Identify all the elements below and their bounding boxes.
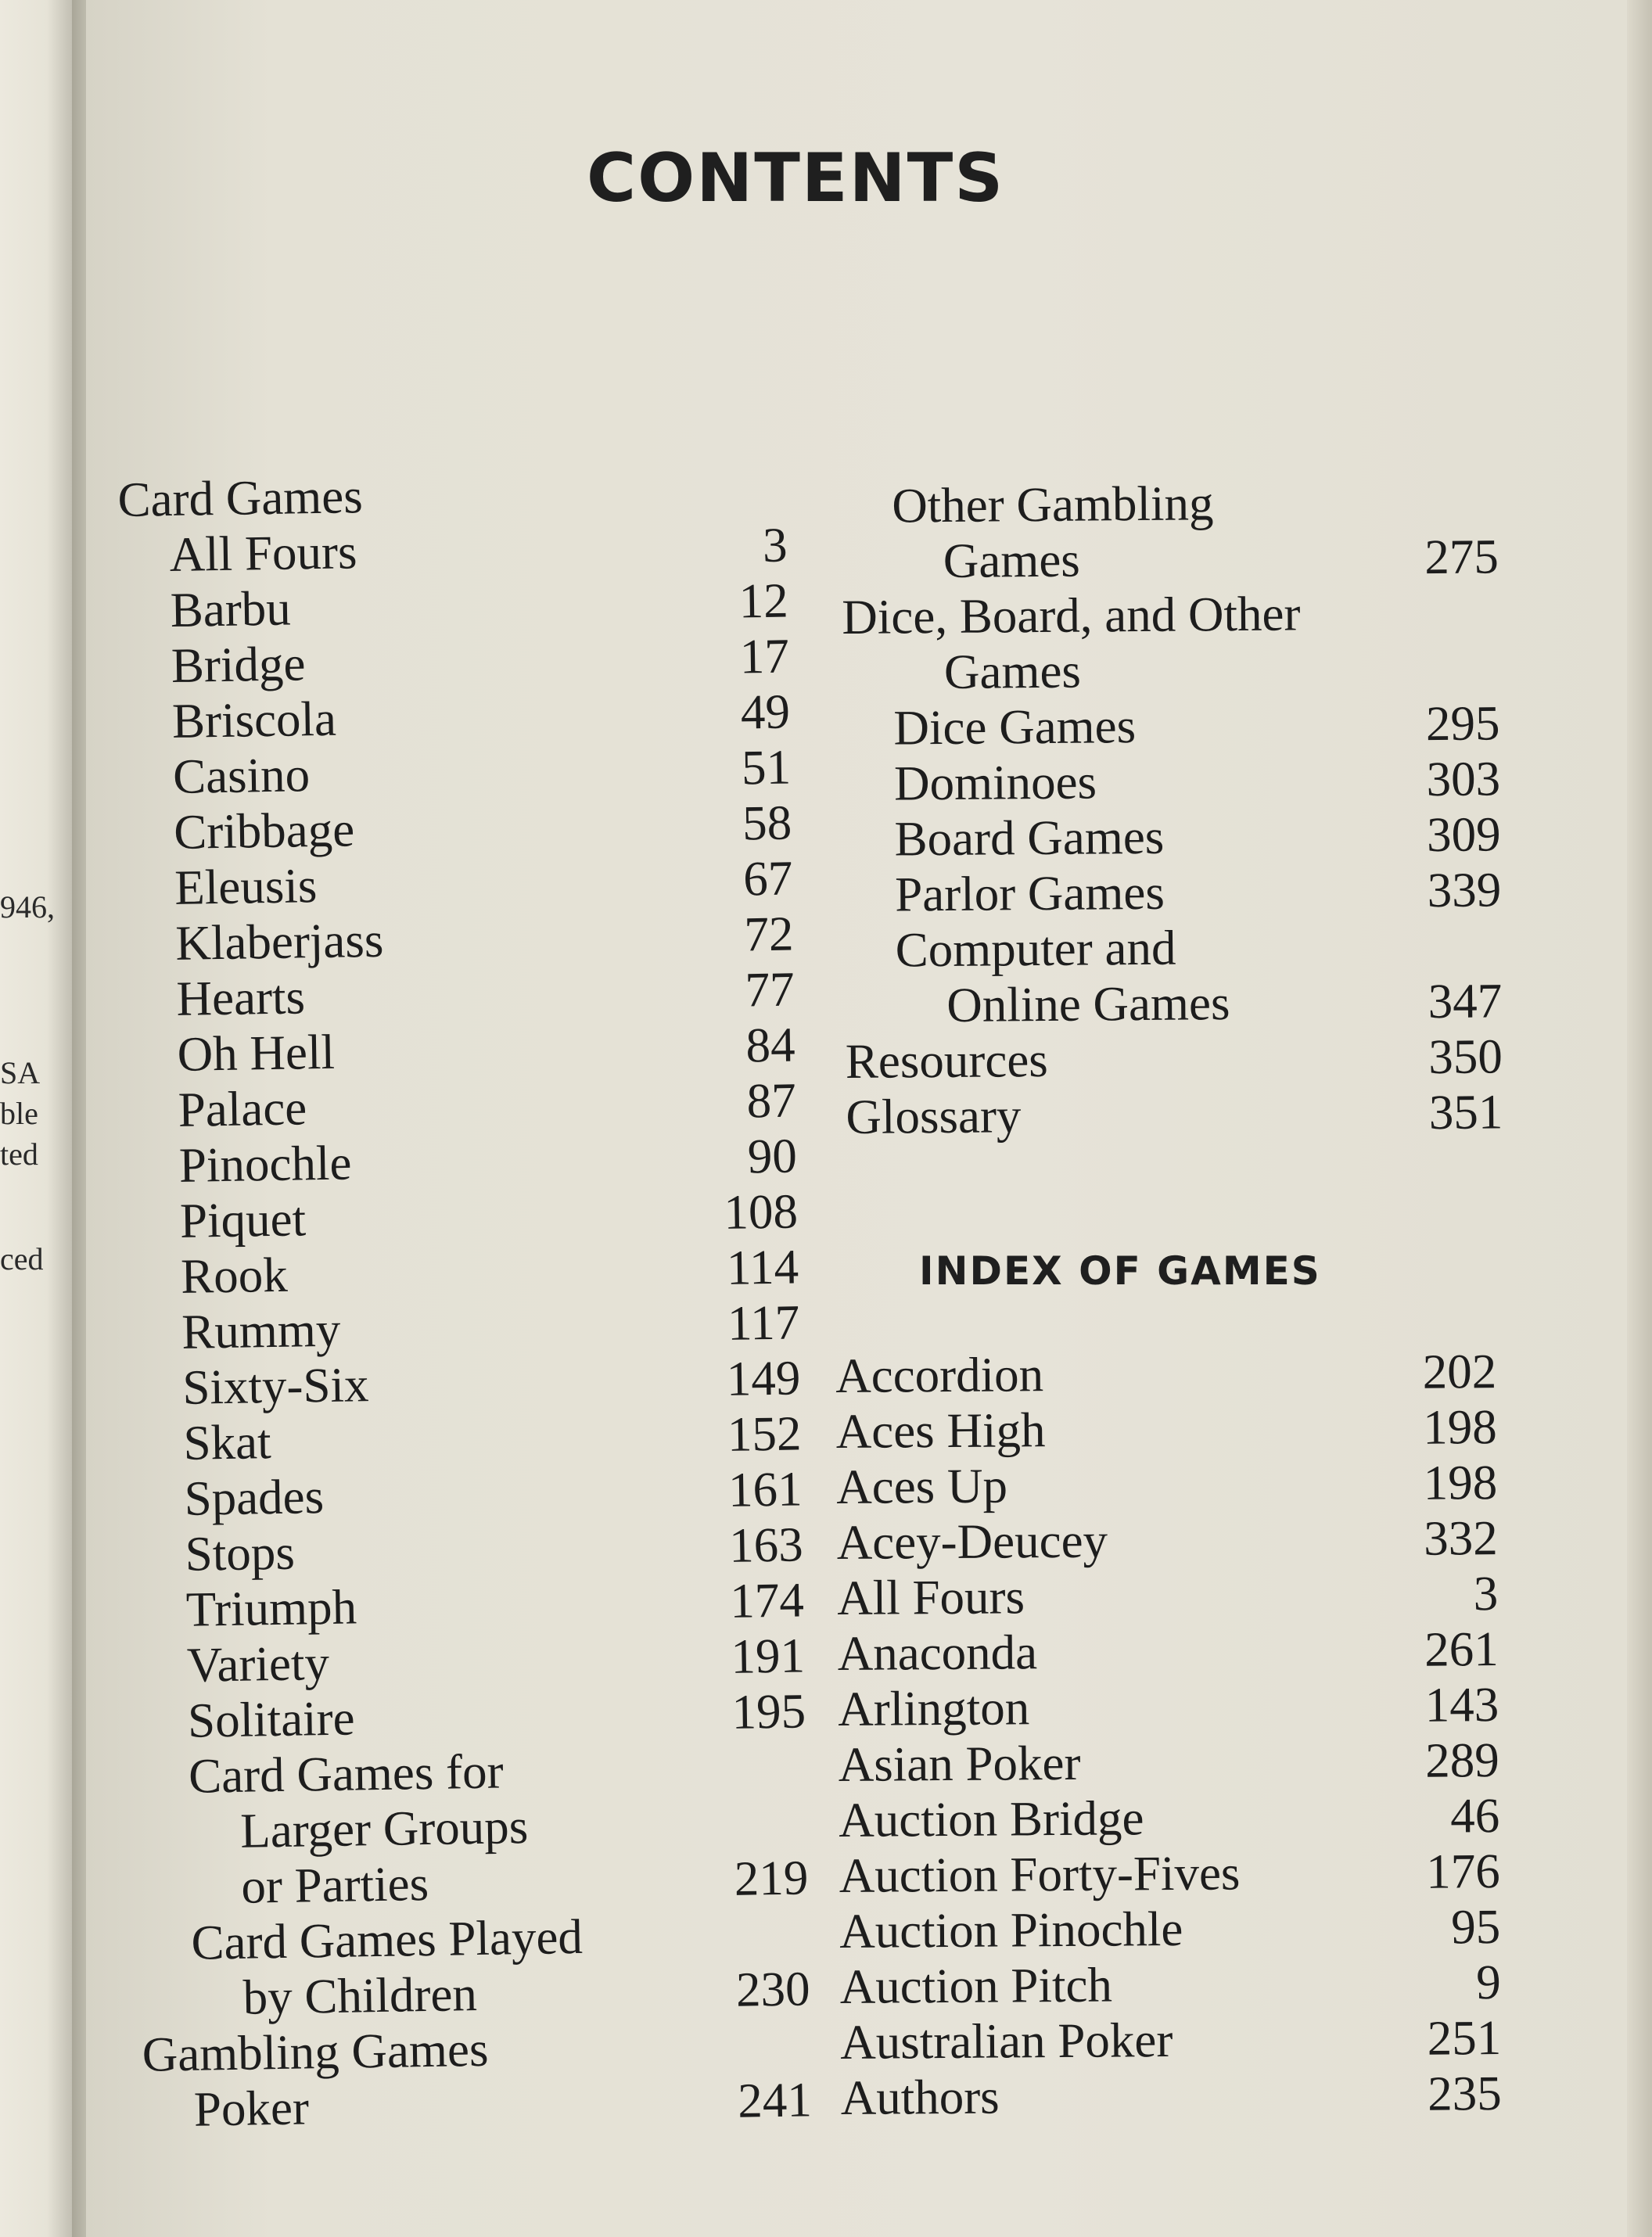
entry-title: Auction Forty-Fives (839, 1845, 1241, 1903)
facing-page-fragment: 946, (0, 889, 55, 925)
page-number: 161 (727, 1461, 803, 1517)
entry-title: Gambling Games (142, 2021, 489, 2082)
page-number: 195 (731, 1683, 806, 1740)
index-entry (839, 1899, 1500, 1959)
entry-title: Card Games for (188, 1743, 505, 1804)
entry-title: Arlington (837, 1680, 1030, 1736)
entry-title: Australian Poker (839, 2013, 1173, 2070)
page-number: 350 (1428, 1029, 1503, 1085)
facing-page-fragment: ced (0, 1241, 44, 1276)
toc-entry (125, 961, 795, 1027)
page-number: 143 (1424, 1677, 1499, 1733)
entry-title: Briscola (171, 691, 337, 749)
toc-entry (842, 529, 1499, 590)
page-number: 114 (726, 1239, 799, 1295)
toc-entry (124, 851, 793, 917)
page-title: CONTENTS (587, 139, 1005, 217)
page-number: 191 (730, 1628, 806, 1684)
page-number: 9 (1475, 1955, 1501, 2010)
entry-title: Acey-Deucey (836, 1513, 1108, 1570)
page-number: 198 (1422, 1399, 1497, 1455)
index-entry (839, 1955, 1500, 2015)
entry-title: Anaconda (837, 1625, 1038, 1681)
page-number: 149 (726, 1350, 801, 1406)
page-number: 51 (741, 739, 792, 795)
toc-entry (142, 2016, 811, 2082)
toc-entry (142, 2072, 812, 2138)
toc-entry (118, 518, 788, 583)
entry-title: by Children (242, 1966, 478, 2025)
page-number: 3 (762, 517, 788, 573)
entry-title: Rook (180, 1247, 289, 1304)
index-entry (836, 1455, 1497, 1515)
page-number: 202 (1422, 1344, 1497, 1399)
toc-entry (140, 1905, 810, 1971)
entry-title: Spades (184, 1469, 325, 1526)
page-number: 108 (723, 1183, 799, 1240)
facing-page-fragment: ted (0, 1136, 38, 1172)
page-number: 95 (1450, 1899, 1501, 1955)
entry-title: All Fours (169, 524, 357, 582)
index-entry (840, 2066, 1501, 2126)
entry-title: Sixty-Six (181, 1357, 369, 1415)
page-number: 176 (1425, 1844, 1500, 1899)
index-entry (838, 1677, 1499, 1737)
page-number: 261 (1424, 1621, 1499, 1677)
page-number: 117 (727, 1294, 800, 1351)
entry-title: Casino (172, 747, 311, 804)
toc-entry (844, 862, 1502, 923)
toc-entry (137, 1683, 806, 1749)
page-edge (1627, 0, 1652, 2237)
entry-title: Card Games (117, 469, 364, 527)
page-number: 67 (742, 850, 793, 907)
page-number: 351 (1428, 1084, 1503, 1140)
page-number: 174 (729, 1572, 805, 1628)
entry-title: Eleusis (174, 858, 318, 915)
toc-entry (131, 1350, 801, 1416)
page-number: 77 (744, 961, 795, 1018)
toc-entry (846, 1084, 1503, 1145)
facing-page-fragment: SA (0, 1055, 41, 1090)
toc-entry (120, 629, 789, 695)
contents-right-column (841, 473, 1503, 1145)
entry-title: Other Gambling (891, 476, 1214, 533)
entry-title: Games (943, 532, 1081, 588)
page-number: 3 (1473, 1566, 1499, 1621)
entry-title: Games (943, 643, 1082, 699)
entry-title: Accordion (835, 1347, 1044, 1403)
entry-title: Variety (186, 1635, 330, 1693)
toc-entry (117, 462, 787, 528)
toc-entry (130, 1239, 799, 1305)
toc-entry (127, 1072, 796, 1138)
entry-title: Oh Hell (177, 1024, 336, 1082)
entry-title: Triumph (185, 1579, 357, 1637)
entry-title: Poker (193, 2080, 310, 2137)
entry-title: Skat (182, 1414, 272, 1470)
index-entry (839, 1844, 1499, 1904)
entry-title: Stops (185, 1524, 296, 1582)
toc-entry (844, 917, 1502, 978)
toc-entry (135, 1572, 804, 1638)
page-number: 163 (728, 1517, 804, 1573)
toc-entry (119, 573, 788, 639)
facing-page-fragment: ble (0, 1096, 38, 1131)
toc-entry (134, 1517, 803, 1582)
entry-title: or Parties (240, 1855, 429, 1914)
entry-title: Larger Groups (239, 1798, 529, 1858)
toc-entry (127, 1128, 797, 1194)
entry-title: Aces High (835, 1402, 1046, 1459)
page-number: 49 (740, 684, 791, 740)
entry-title: Glossary (846, 1088, 1022, 1144)
entry-title: Resources (845, 1032, 1049, 1089)
page-number: 332 (1423, 1510, 1498, 1566)
index-entry (839, 1788, 1499, 1848)
toc-entry (135, 1628, 805, 1693)
contents-left-column (117, 462, 812, 2138)
page-number: 309 (1426, 806, 1501, 863)
page-number: 289 (1424, 1733, 1499, 1788)
page-number: 198 (1423, 1455, 1498, 1510)
entry-title: Dominoes (893, 754, 1097, 811)
entry-title: Klaberjass (174, 912, 384, 971)
index-entry (840, 2010, 1501, 2070)
entry-title: Card Games Played (190, 1908, 584, 1970)
entry-title: Auction Bridge (838, 1790, 1144, 1847)
entry-title: Pinochle (178, 1135, 352, 1193)
entry-title: Authors (840, 2069, 1000, 2125)
toc-entry (846, 1029, 1503, 1090)
toc-entry (842, 695, 1500, 756)
page-number: 90 (747, 1128, 798, 1184)
toc-entry (842, 584, 1499, 645)
entry-title: Dice, Board, and Other (842, 586, 1301, 645)
toc-entry (131, 1294, 800, 1360)
entry-title: Computer and (895, 920, 1176, 978)
index-list (835, 1344, 1502, 2126)
entry-title: Bridge (171, 636, 306, 693)
entry-title: Hearts (176, 969, 306, 1026)
toc-entry (126, 1017, 795, 1083)
page-number: 230 (735, 1961, 811, 2017)
toc-entry (843, 806, 1501, 867)
toc-entry (120, 684, 790, 750)
index-entry (835, 1344, 1496, 1404)
entry-title: Parlor Games (894, 864, 1165, 922)
toc-entry (845, 973, 1503, 1034)
toc-entry (123, 795, 792, 861)
toc-entry (139, 1850, 809, 1916)
page-number: 219 (734, 1850, 809, 1906)
toc-entry (133, 1461, 803, 1527)
index-entry (837, 1621, 1498, 1682)
entry-title: Asian Poker (838, 1735, 1081, 1792)
page-number: 152 (727, 1406, 802, 1462)
entry-title: Solitaire (187, 1690, 356, 1748)
page-number: 58 (742, 795, 792, 851)
page-number: 235 (1427, 2066, 1502, 2121)
entry-title: Auction Pitch (839, 1957, 1113, 2014)
index-entry (836, 1510, 1497, 1571)
entry-title: Board Games (894, 809, 1165, 867)
entry-title: Palace (178, 1080, 307, 1137)
entry-title: Auction Pinochle (839, 1901, 1183, 1959)
index-heading: INDEX OF GAMES (919, 1248, 1321, 1294)
page-number: 46 (1449, 1788, 1500, 1844)
page-number: 295 (1425, 695, 1500, 752)
index-entry (838, 1733, 1499, 1793)
page-number: 241 (737, 2072, 813, 2128)
page-number: 303 (1426, 751, 1501, 807)
entry-title: Piquet (179, 1191, 307, 1248)
page-number: 84 (745, 1017, 796, 1073)
page-number: 275 (1424, 529, 1499, 585)
page-number: 72 (743, 906, 794, 962)
toc-entry (132, 1406, 802, 1471)
toc-entry (128, 1183, 798, 1249)
page-number: 251 (1427, 2010, 1502, 2066)
entry-title: Dice Games (893, 698, 1137, 756)
toc-entry (843, 751, 1501, 812)
toc-entry (124, 907, 794, 972)
toc-entry (138, 1739, 807, 1804)
toc-entry (122, 740, 792, 806)
page-number: 17 (739, 628, 790, 684)
index-entry (835, 1399, 1496, 1460)
index-entry (837, 1566, 1498, 1626)
page-number: 347 (1428, 973, 1503, 1029)
toc-entry (141, 1961, 810, 2027)
page-number: 339 (1427, 862, 1502, 918)
entry-title: Barbu (170, 580, 292, 637)
entry-title: Online Games (946, 975, 1230, 1032)
entry-title: Rummy (181, 1302, 341, 1359)
page-number: 12 (738, 573, 789, 629)
entry-title: Aces Up (835, 1458, 1008, 1514)
toc-entry (842, 640, 1500, 701)
toc-entry (138, 1794, 808, 1860)
toc-entry (841, 473, 1499, 534)
entry-title: Cribbage (173, 802, 355, 860)
page-number: 87 (746, 1072, 797, 1129)
entry-title: All Fours (836, 1569, 1025, 1625)
